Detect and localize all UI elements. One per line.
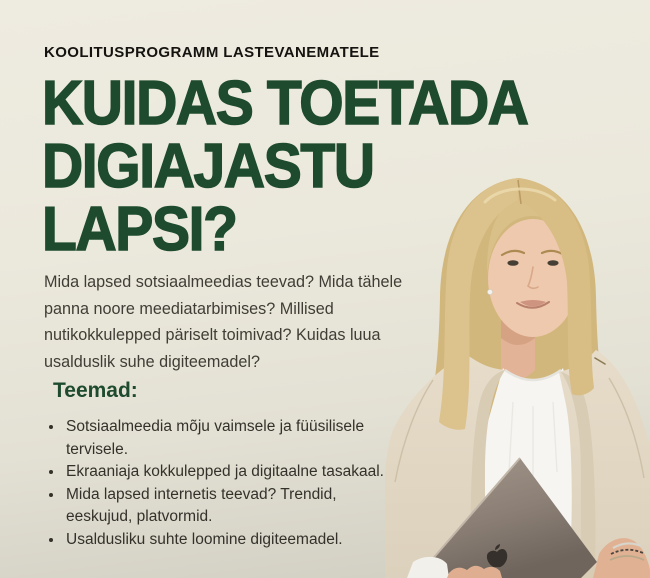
topic-item: • Ekraaniaja kokkulepped ja digitaalne tasakaal. (64, 461, 384, 484)
title-line-2: DIGIAJASTU (42, 132, 374, 201)
eye-left (507, 260, 518, 266)
earring-left (487, 289, 492, 294)
topics-heading: Teemad: (53, 379, 138, 402)
eye-right (547, 260, 558, 266)
topics-list (44, 416, 384, 551)
program-label: KOOLITUSPROGRAMM LASTEVANEMATELE (44, 44, 380, 61)
portrait-photo (385, 172, 650, 578)
title-line-3: LAPSI? (42, 195, 237, 264)
topic-item: • Usaldusliku suhte loomine digiteemadel. (64, 529, 384, 552)
title-line-1: KUIDAS TOETADA (42, 69, 528, 138)
topic-item: • Sotsiaalmeedia mõju vaimsele ja füüsilisele tervisele. (64, 416, 384, 461)
topic-item: • Mida lapsed internetis teevad? Trendid, eeskujud, platvormid. (64, 484, 384, 529)
intro-paragraph: Mida lapsed sotsiaalmeedias teevad? Mida tähele panna noore meediatarbimises? Millised nutikokkulepped päriselt toimivad? Kuidas luua usalduslik suhe digiteemadel? (44, 273, 403, 371)
